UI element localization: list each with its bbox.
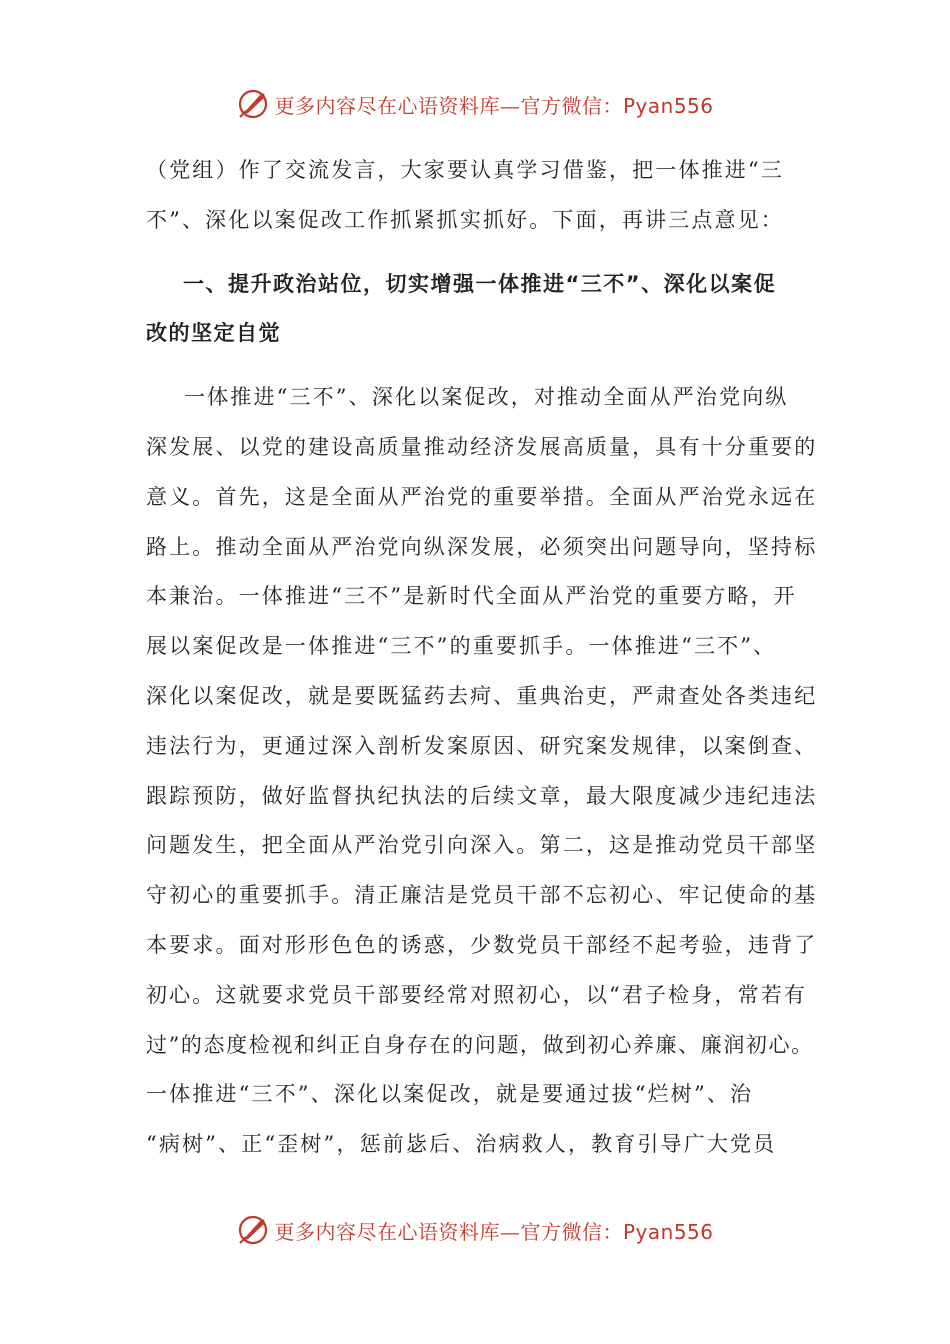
text-line: （党组）作了交流发言，大家要认真学习借鉴，把一体推进“三 <box>146 158 784 182</box>
document-content <box>146 146 818 1170</box>
paragraph-line: 初心。这就要求党员干部要经常对照初心，以“君子检身，常若有 <box>146 982 808 1007</box>
paragraph-line: 本兼治。一体推进“三不”是新时代全面从严治党的重要方略，开 <box>146 584 797 609</box>
watermark-separator: — <box>499 1219 521 1244</box>
paragraph-line: 守初心的重要抓手。清正廉洁是党员干部不忘初心、牢记使命的基 <box>146 883 818 908</box>
watermark-banner-bottom <box>0 1208 950 1252</box>
paragraph-line: 一体推进“三不”、深化以案促改，就是要通过拔“烂树”、治 <box>146 1082 754 1107</box>
watermark-main: 更多内容尽在心语资料库 <box>274 93 500 118</box>
watermark-wechat-id: Pyan556 <box>622 1219 714 1244</box>
section-heading-line: 一、提升政治站位，切实增强一体推进“三不”、深化以案促 <box>183 271 777 296</box>
watermark-text <box>274 1216 713 1245</box>
watermark-banner-top <box>0 82 950 126</box>
section-heading-line: 改的坚定自觉 <box>146 321 281 346</box>
paragraph-line: 一体推进“三不”、深化以案促改，对推动全面从严治党向纵 <box>184 385 789 410</box>
paragraph-line: 意义。首先，这是全面从严治党的重要举措。全面从严治党永远在 <box>146 484 818 509</box>
text-line: 不”、深化以案促改工作抓紧抓实抓好。下面，再讲三点意见： <box>146 207 784 232</box>
quill-logo-icon <box>236 1213 270 1247</box>
paragraph-line: 深化以案促改，就是要既猛药去疴、重典治吏，严肃查处各类违纪 <box>146 683 818 708</box>
paragraph-line: “病树”、正“歪树”，惩前毖后、治病救人，教育引导广大党员 <box>146 1132 777 1157</box>
watermark-wechat-label: 官方微信： <box>520 93 623 118</box>
quill-logo-icon <box>236 87 270 121</box>
paragraph-line: 问题发生，把全面从严治党引向深入。第二，这是推动党员干部坚 <box>146 833 818 858</box>
watermark-wechat-label: 官方微信： <box>520 1219 623 1244</box>
watermark-text <box>274 90 713 119</box>
watermark-main: 更多内容尽在心语资料库 <box>274 1219 500 1244</box>
paragraph-line: 路上。推动全面从严治党向纵深发展，必须突出问题导向，坚持标 <box>146 534 818 559</box>
paragraph-line: 违法行为，更通过深入剖析发案原因、研究案发规律，以案倒查、 <box>146 733 818 758</box>
watermark-wechat-id: Pyan556 <box>622 93 714 118</box>
paragraph-line: 展以案促改是一体推进“三不”的重要抓手。一体推进“三不”、 <box>146 634 777 659</box>
paragraph-line: 本要求。面对形形色色的诱惑，少数党员干部经不起考验，违背了 <box>146 932 818 957</box>
watermark-separator: — <box>499 93 521 118</box>
paragraph-line: 深发展、以党的建设高质量推动经济发展高质量，具有十分重要的 <box>146 434 818 459</box>
paragraph-line: 跟踪预防，做好监督执纪执法的后续文章，最大限度减少违纪违法 <box>146 783 818 808</box>
paragraph-line: 过”的态度检视和纠正自身存在的问题，做到初心养廉、廉润初心。 <box>146 1032 814 1057</box>
